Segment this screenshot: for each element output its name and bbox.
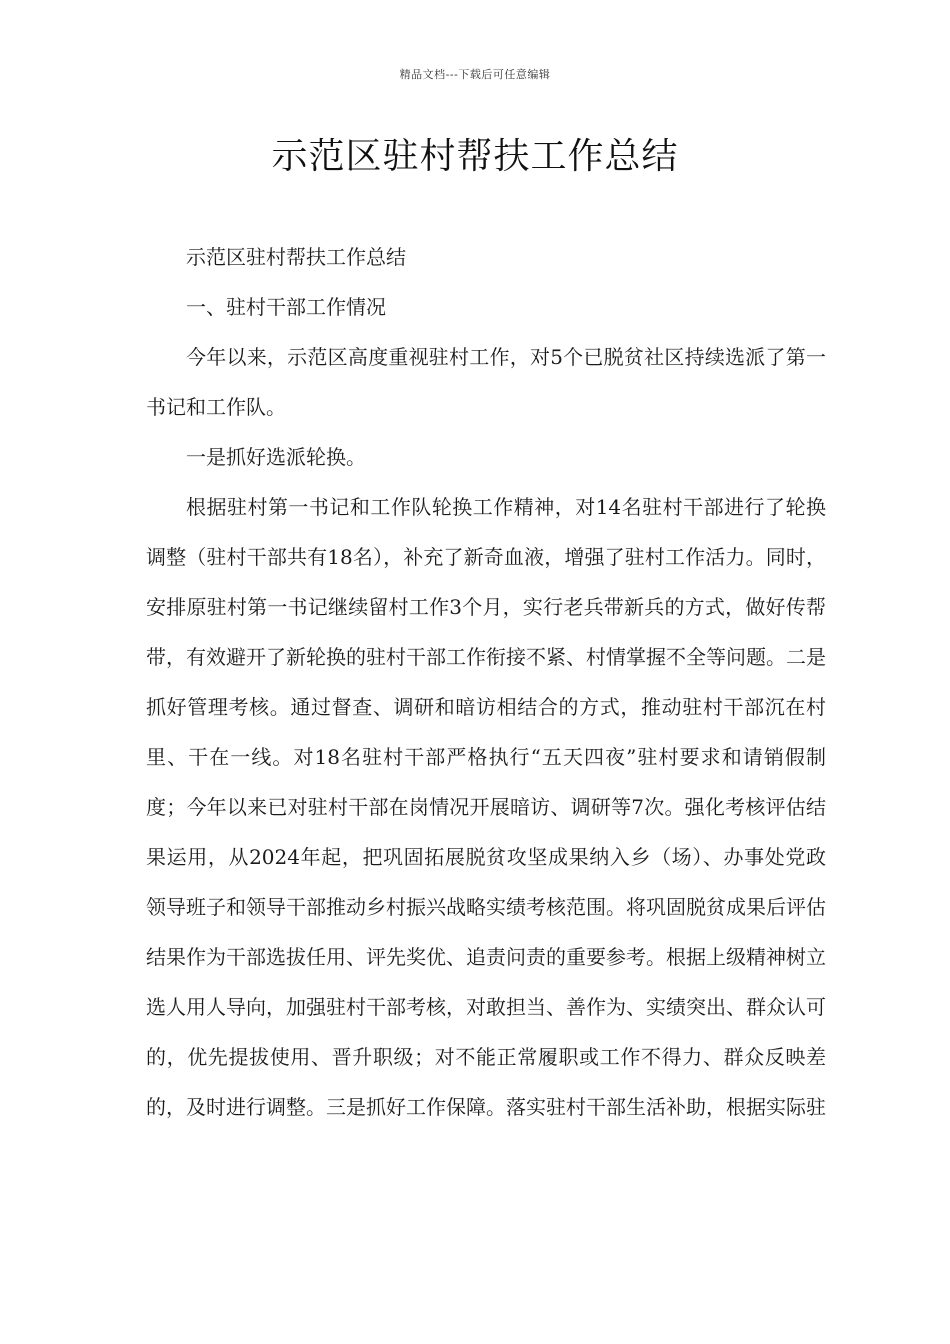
body-paragraph: 根据驻村第一书记和工作队轮换工作精神，对14名驻村干部进行了轮换调整（驻村干部共有18名），补充了新奇血液，增强了驻村工作活力。同时，安排原驻村第一书记继续留村工作3个月，实行老兵带新兵的方式，做好传帮带，有效避开了新轮换的驻村干部工作衔接不紧、村情掌握不全等问题。二是抓好管理考核。通过督查、调研和暗访相结合的方式，推动驻村干部沉在村里、干在一线。对18名驻村干部严格执行“五天四夜”驻村要求和请销假制度；今年以来已对驻村干部在岗情况开展暗访、调研等7次。强化考核评估结果运用，从2024年起，把巩固拓展脱贫攻坚成果纳入乡（场）、办事处党政领导班子和领导干部推动乡村振兴战略实绩考核范围。将巩固脱贫成果后评估结果作为干部选拔任用、评先奖优、追责问责的重要参考。根据上级精神树立选人用人导向，加强驻村干部考核，对敢担当、善作为、实绩突出、群众认可的，优先提拔使用、晋升职级；对不能正常履职或工作不得力、群众反映差的，及时进行调整。三是抓好工作保障。落实驻村干部生活补助，根据实际驻 (146, 495, 826, 1119)
document-body (146, 232, 826, 1132)
body-paragraph: 一、驻村干部工作情况 (186, 295, 386, 319)
document-title: 示范区驻村帮扶工作总结 (271, 136, 679, 177)
body-paragraph: 今年以来，示范区高度重视驻村工作，对5个已脱贫社区持续选派了第一书记和工作队。 (146, 345, 826, 419)
body-paragraph: 示范区驻村帮扶工作总结 (186, 245, 406, 269)
header-note: 精品文档---下载后可任意编辑 (399, 68, 551, 81)
body-paragraph: 一是抓好选派轮换。 (186, 445, 366, 469)
